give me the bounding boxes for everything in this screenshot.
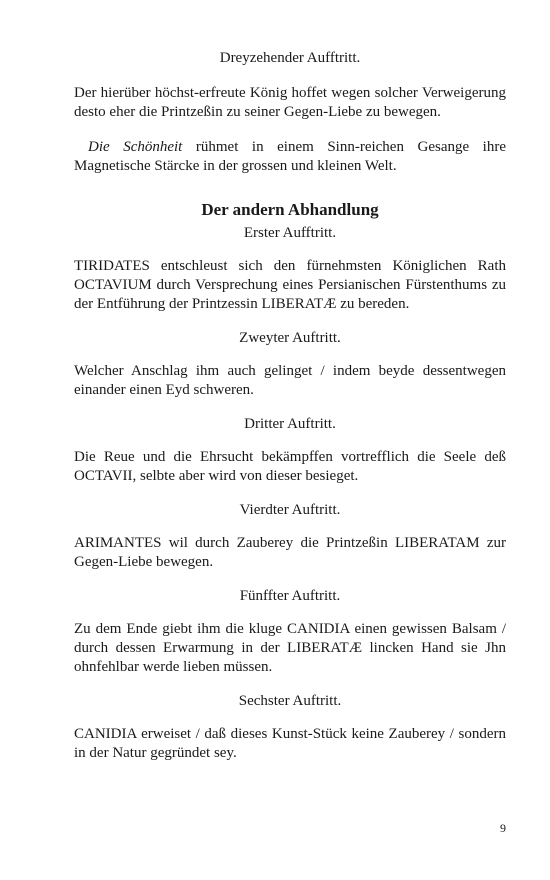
act-title: Der andern Abhandlung [201,200,379,219]
scene-summary-13: Der hierüber höchst-erfreute König hoffet wegen solcher Verweigerung desto eher die Printzeßin zu seiner Gegen-Liebe zu bewegen. [74,85,506,120]
scene-heading-1: Erster Aufftritt. [243,225,337,241]
interlude-paragraph [74,138,506,176]
scene-summary-1: TIRIDATES entschleust sich den fürnehmsten Königlichen Rath OCTAVIUM durch Versprechung eines Persianischen Fürstenthums zu der Entführung der Printzessin LIBERATÆ zu bereden. [74,258,506,312]
page-number: 9 [500,821,506,835]
scene-summary-3: Die Reue und die Ehrsucht bekämpffen vortrefflich die Seele deß OCTAVII, selbte aber wird von dieser besieget. [74,449,506,484]
scene-summary-2: Welcher Anschlag ihm auch gelinget / indem beyde dessentwegen einander einen Eyd schweren. [74,363,506,398]
scene-heading-2: Zweyter Auftritt. [239,330,341,346]
scene-summary-5: Zu dem Ende giebt ihm die kluge CANIDIA einen gewissen Balsam / durch dessen Erwarmung in der LIBERATÆ lincken Hand sie Jhn ohnfehlbar werde lieben müssen. [74,621,506,675]
scene-heading-3: Dritter Auftritt. [244,416,336,432]
scene-summary-6: CANIDIA erweiset / daß dieses Kunst-Stück keine Zauberey / sondern in der Natur gegründet sey. [74,726,506,761]
scene-heading-6: Sechster Auftritt. [238,693,342,709]
scene-heading-13: Dreyzehender Aufftritt. [219,50,361,66]
scene-heading-5: Fünffter Auftritt. [239,588,341,604]
interlude-text: rühmet in einem Sinn-reichen Gesange ihre Magnetische Stärcke in der grossen und kleinen Welt. [74,139,506,174]
page-body [74,48,506,763]
scene-summary-4: ARIMANTES wil durch Zauberey die Printzeßin LIBERATAM zur Gegen-Liebe bewegen. [74,535,506,570]
interlude-italic-lead: Die Schönheit [88,139,183,155]
scene-heading-4: Vierdter Auftritt. [239,502,341,518]
